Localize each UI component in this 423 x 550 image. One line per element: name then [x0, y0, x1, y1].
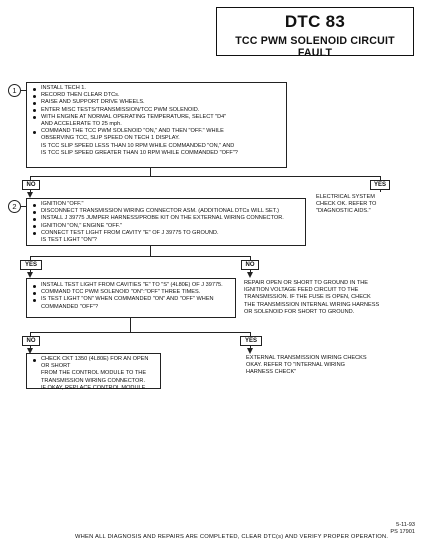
result-line: ELECTRICAL SYSTEM: [316, 194, 375, 200]
step-1-item: RAISE AND SUPPORT DRIVE WHEELS.: [33, 99, 282, 106]
step-1-item: WITH ENGINE AT NORMAL OPERATING TEMPERATURE, SELECT "D4": [33, 114, 282, 121]
yes-label: YES: [20, 260, 42, 270]
step-1-question: IS TCC SLIP SPEED LESS THAN 10 RPM WHILE COMMANDED "ON," AND: [41, 142, 235, 149]
revision-date: 5-11-93: [396, 522, 415, 528]
step-1-marker: 1: [8, 84, 21, 97]
document-code: PS 17901: [390, 529, 415, 535]
step-2-question: IS TEST LIGHT "ON"?: [41, 237, 97, 244]
result-external-ok: [246, 355, 406, 377]
step-3-item: COMMAND TCC PWM SOLENOID "ON":"OFF" THREE TIMES.: [33, 289, 231, 296]
step-2-item: DISCONNECT TRANSMISSION WIRING CONNECTOR ASM. (ADDITIONAL DTCs WILL SET.): [33, 208, 301, 215]
step-4-item-cont: FROM THE CONTROL MODULE TO THE: [41, 370, 147, 377]
step-1-item-cont: AND ACCELERATE TO 25 mph.: [41, 121, 122, 128]
result-line: HARNESS CHECK": [246, 369, 297, 376]
step-3-item: IS TEST LIGHT "ON" WHEN COMMANDED "ON" AND "OFF" WHEN: [33, 296, 231, 303]
result-line: CHECK OK. REFER TO: [316, 201, 377, 208]
title-block: [216, 7, 414, 59]
result-line: OKAY. REFER TO "INTERNAL WIRING: [246, 362, 345, 369]
no-label: NO: [22, 336, 40, 346]
step-1-box: [26, 82, 287, 168]
result-line: TRANSMISSION. IF THE FUSE IS OPEN, CHECK: [244, 294, 371, 301]
result-line: IGNITION VOLTAGE FEED CIRCUIT TO THE: [244, 287, 359, 294]
connector: [150, 246, 151, 256]
result-line: EXTERNAL TRANSMISSION WIRING CHECKS: [246, 355, 367, 361]
step-3-box: [26, 278, 236, 318]
yes-label: YES: [240, 336, 262, 346]
yes-label: YES: [370, 180, 390, 190]
dtc-title: TCC PWM SOLENOID CIRCUIT FAULT: [235, 35, 395, 59]
footer-note: WHEN ALL DIAGNOSIS AND REPAIRS ARE COMPLETED, CLEAR DTC(s) AND VERIFY PROPER OPERATION.: [75, 534, 389, 540]
step-2-item: INSTALL J 39775 JUMPER HARNESS/PROBE KIT ON THE EXTERNAL WIRING CONNECTOR.: [33, 215, 301, 222]
connector: [30, 332, 250, 333]
result-electrical-ok: [316, 194, 416, 216]
result-line: OR SOLENOID FOR SHORT TO GROUND.: [244, 308, 355, 315]
step-4-box: [26, 353, 161, 389]
result-line: THE TRANSMISSION INTERNAL WIRING HARNESS: [244, 301, 380, 308]
arrow-icon: [247, 348, 253, 354]
step-2-marker: 2: [8, 200, 21, 213]
step-4-item: CHECK CKT 1350 (4L80E) FOR AN OPEN OR SHORT: [33, 356, 156, 370]
connector: [30, 256, 250, 257]
step-2-box: [26, 198, 306, 246]
step-1-item: INSTALL TECH 1.: [33, 85, 282, 92]
connector: [150, 168, 151, 176]
step-3-item: INSTALL TEST LIGHT FROM CAVITIES "E" TO "S" (4L80E) OF J 39775.: [33, 282, 231, 289]
step-2-item: IGNITION "ON," ENGINE "OFF.": [33, 223, 301, 230]
result-line: REPAIR OPEN OR SHORT TO GROUND IN THE: [244, 280, 369, 286]
step-2-item: CONNECT TEST LIGHT FROM CAVITY "E" OF J 39775 TO GROUND.: [33, 230, 301, 237]
step-3-item-cont: COMMANDED "OFF"?: [41, 303, 99, 310]
no-label: NO: [22, 180, 40, 190]
step-1-item: RECORD THEN CLEAR DTCs.: [33, 92, 282, 99]
step-4-item-cont: TRANSMISSION WIRING CONNECTOR.: [41, 377, 146, 384]
connector: [380, 190, 381, 192]
step-1-question: IS TCC SLIP SPEED GREATER THAN 10 RPM WHILE COMMANDED "OFF"?: [41, 149, 238, 156]
step-2-item: IGNITION "OFF.": [33, 201, 301, 208]
dtc-code: DTC 83: [284, 12, 346, 31]
step-1-item: ENTER MISC TESTS/TRANSMISSION/TCC PWM SOLENOID.: [33, 107, 282, 114]
connector: [30, 176, 380, 177]
arrow-icon: [247, 272, 253, 278]
connector: [130, 318, 131, 332]
result-repair-open: [244, 280, 414, 316]
step-4-item-cont: IF OKAY, REPLACE CONTROL MODULE.: [41, 384, 147, 391]
no-label: NO: [241, 260, 259, 270]
step-1-item-cont: OBSERVING TCC, SLIP SPEED ON TECH 1 DISPLAY.: [41, 135, 180, 142]
step-1-item: COMMAND THE TCC PWM SOLENOID "ON," AND THEN "OFF." WHILE: [33, 128, 282, 135]
result-line: "DIAGNOSTIC AIDS.": [316, 208, 371, 215]
